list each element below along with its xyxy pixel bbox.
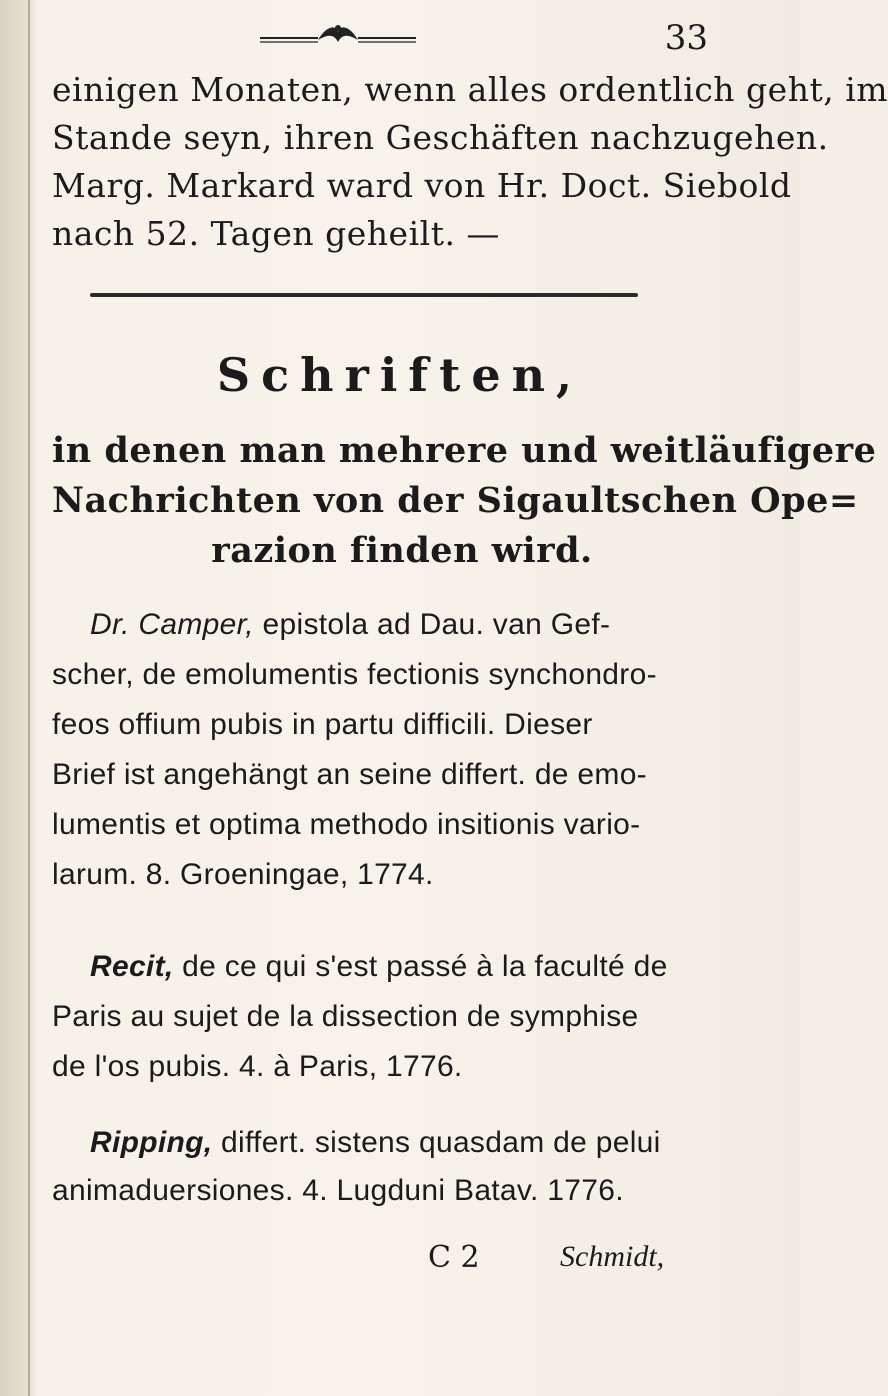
entry-line: animaduersiones. 4. Lugduni Batav. 1776. <box>52 1174 624 1207</box>
subtitle-line: Nachrichten von der Sigaultschen Ope= <box>52 480 859 521</box>
entry-author: Recit, <box>90 950 174 983</box>
entry-line: larum. 8. Groeningae, 1774. <box>52 858 434 891</box>
page-number: 33 <box>664 18 708 58</box>
entry-line: Brief ist angehängt an seine differt. de emo- <box>52 758 647 791</box>
bibliography-entry <box>90 1126 750 1160</box>
bibliography-entry <box>90 608 750 642</box>
binding-gutter <box>0 0 36 1396</box>
entry-text: epistola ad Dau. van Gef- <box>262 608 611 641</box>
section-heading: Schriften, <box>216 348 584 402</box>
entry-line: feos offium pubis in partu difficili. Dieser <box>52 708 593 741</box>
subtitle-line: in denen man mehrere und weitläufigere <box>52 430 877 471</box>
entry-text: de ce qui s'est passé à la faculté de <box>182 950 668 983</box>
signature-mark: C 2 <box>428 1240 480 1275</box>
entry-author: Dr. Camper, <box>90 608 254 641</box>
text-line: nach 52. Tagen geheilt. — <box>52 214 500 253</box>
gutter-edge <box>28 0 30 1396</box>
entry-line: de l'os pubis. 4. à Paris, 1776. <box>52 1050 463 1083</box>
entry-line: Paris au sujet de la dissection de symphise <box>52 1000 639 1033</box>
catchword: Schmidt, <box>560 1240 665 1273</box>
ornament-icon <box>258 22 418 48</box>
text-line: einigen Monaten, wenn alles ordentlich geht, im <box>52 70 888 109</box>
subtitle-line: razion finden wird. <box>211 530 593 571</box>
entry-line: scher, de emolumentis fectionis synchondro- <box>52 658 657 691</box>
entry-text: differt. sistens quasdam de pelui <box>221 1126 661 1159</box>
text-line: Stande seyn, ihren Geschäften nachzugehen. <box>52 118 829 157</box>
entry-author: Ripping, <box>90 1126 213 1159</box>
text-line: Marg. Markard ward von Hr. Doct. Siebold <box>52 166 792 205</box>
entry-line: lumentis et optima methodo insitionis vario- <box>52 808 641 841</box>
section-divider <box>90 293 638 297</box>
bibliography-entry <box>90 950 750 984</box>
